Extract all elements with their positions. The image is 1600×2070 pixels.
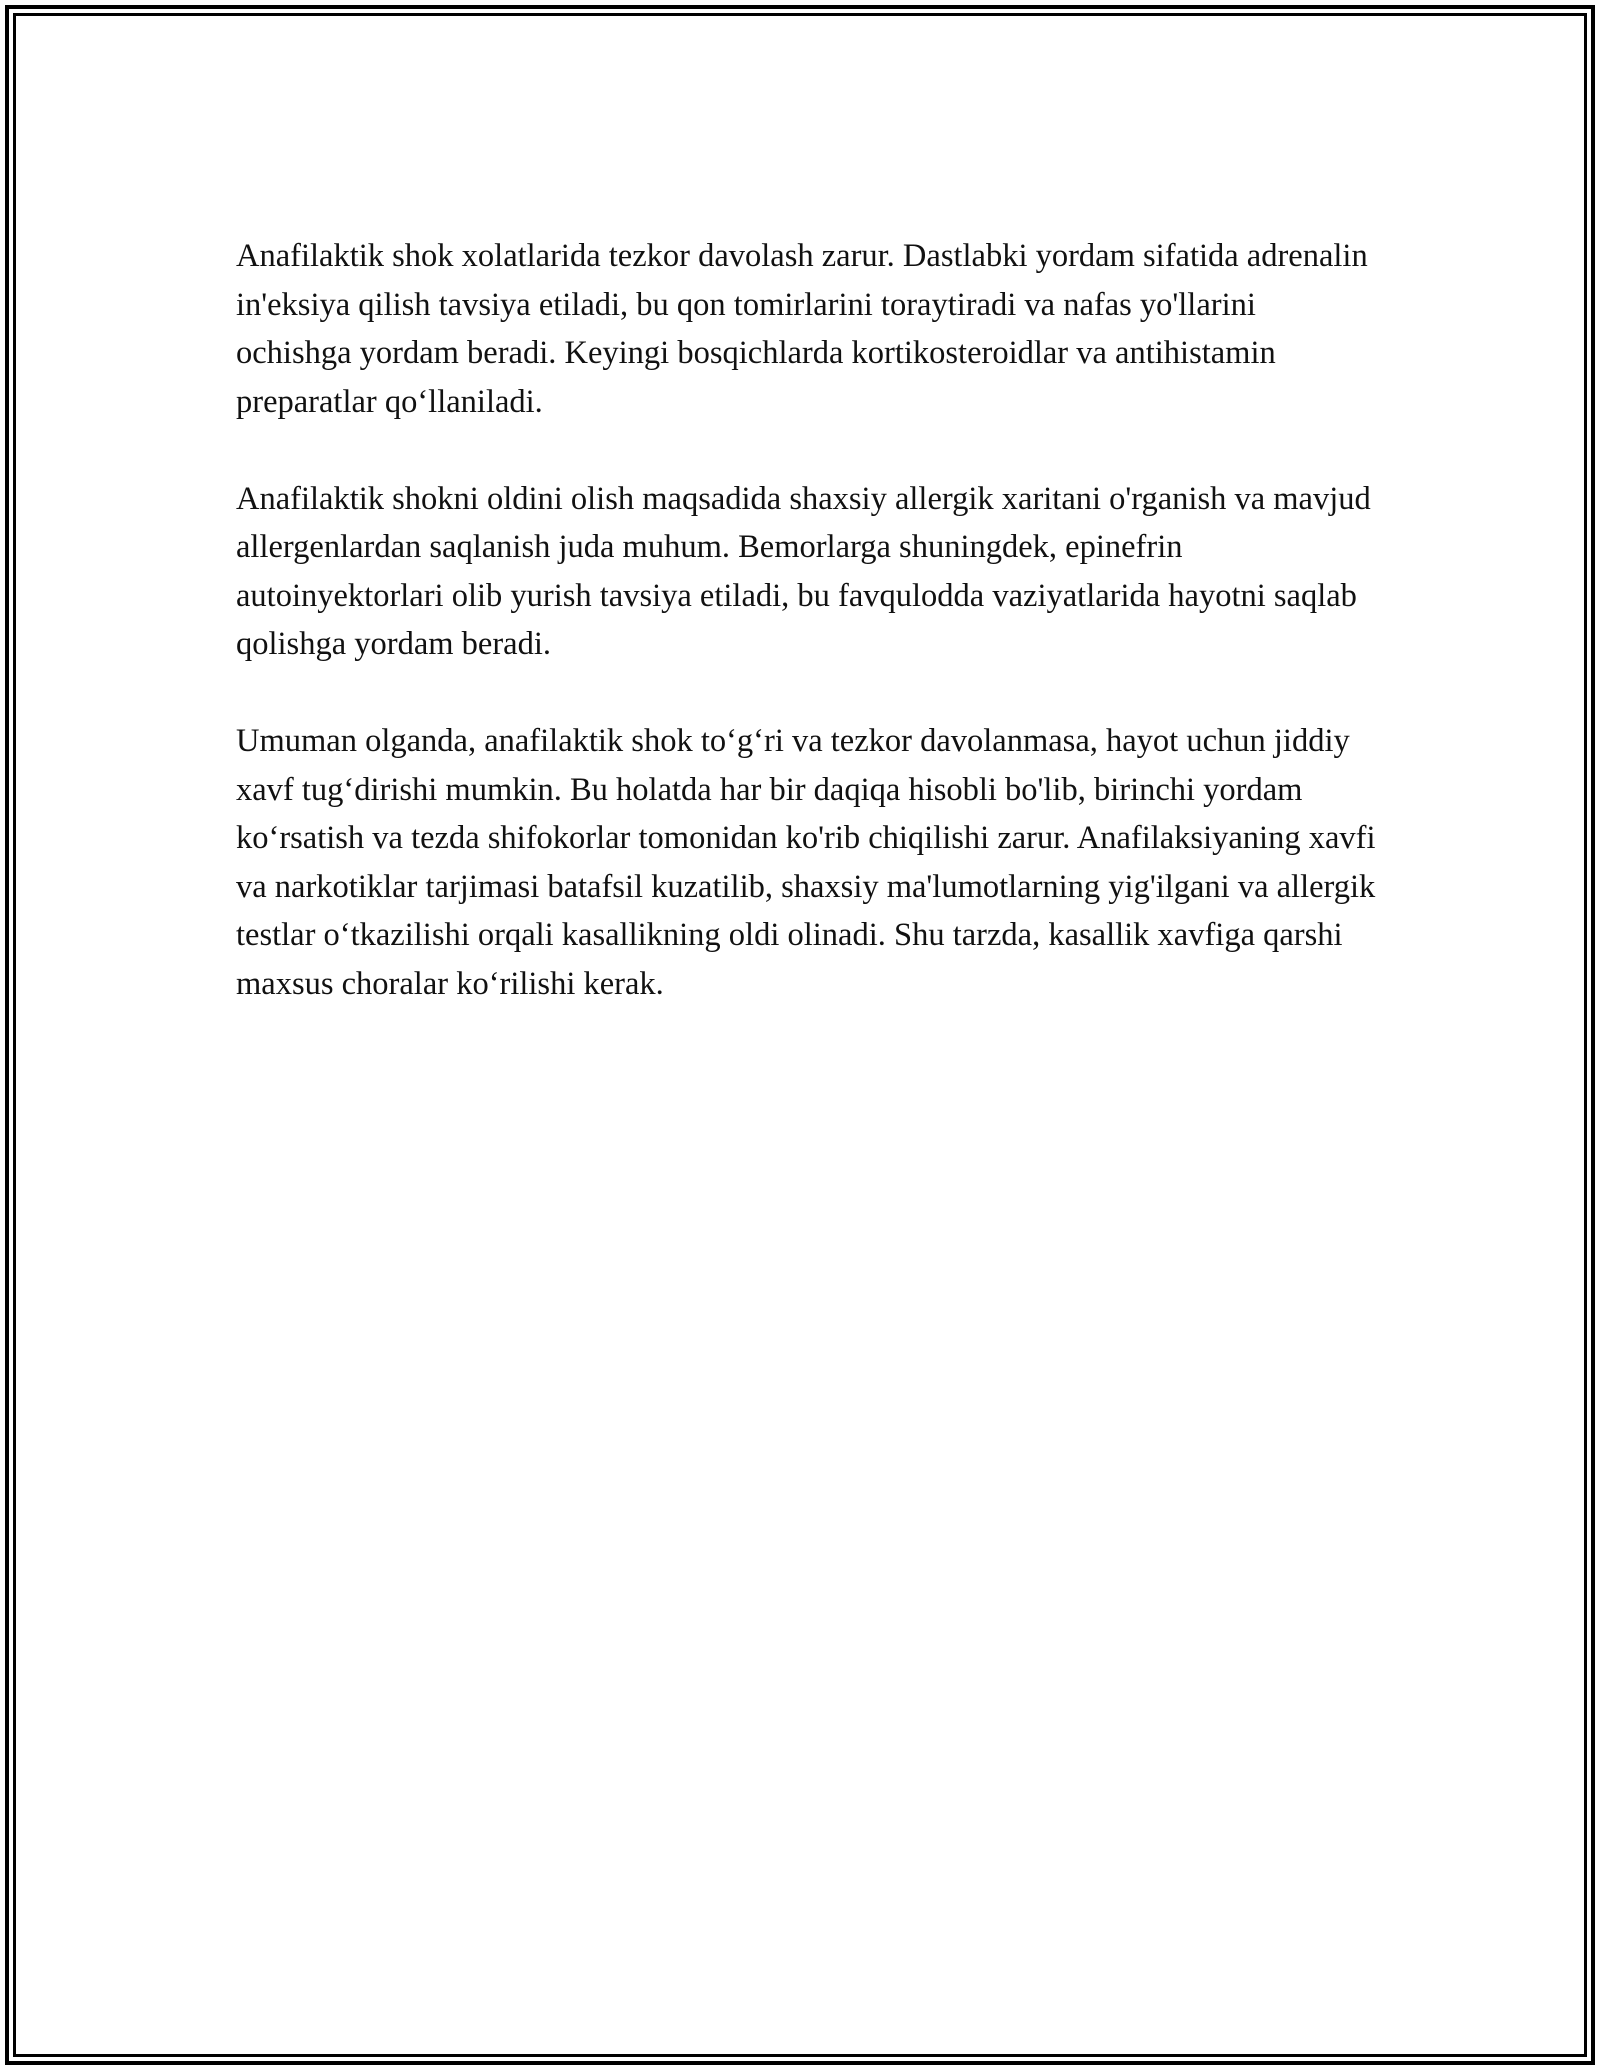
document-body (236, 232, 1376, 1057)
paragraph-3: Umuman olganda, anafilaktik shok to‘g‘ri va tezkor davolanmasa, hayot uchun jiddiy xavf tug‘dirishi mumkin. Bu holatda har bir daqiqa hisobli bo'lib, birinchi yordam ko‘rsatish va tezda shifokorlar tomonidan ko'rib chiqilishi zarur. Anafilaksiyaning xavfi va narkotiklar tarjimasi batafsil kuzatilib, shaxsiy ma'lumotlarning yig'ilgani va allergik testlar o‘tkazilishi orqali kasallikning oldi olinadi. Shu tarzda, kasallik xavfiga qarshi maxsus choralar ko‘rilishi kerak. (236, 723, 1376, 1002)
paragraph-1: Anafilaktik shok xolatlarida tezkor davolash zarur. Dastlabki yordam sifatida adrenalin in'eksiya qilish tavsiya etiladi, bu qon tomirlarini toraytiradi va nafas yo'llarini ochishga yordam beradi. Keyingi bosqichlarda kortikosteroidlar va antihistamin preparatlar qo‘llaniladi. (236, 238, 1368, 420)
paragraph-2: Anafilaktik shokni oldini olish maqsadida shaxsiy allergik xaritani o'rganish va mavjud allergenlardan saqlanish juda muhum. Bemorlarga shuningdek, epinefrin autoinyektorlari olib yurish tavsiya etiladi, bu favqulodda vaziyatlarida hayotni saqlab qolishga yordam beradi. (236, 480, 1371, 662)
